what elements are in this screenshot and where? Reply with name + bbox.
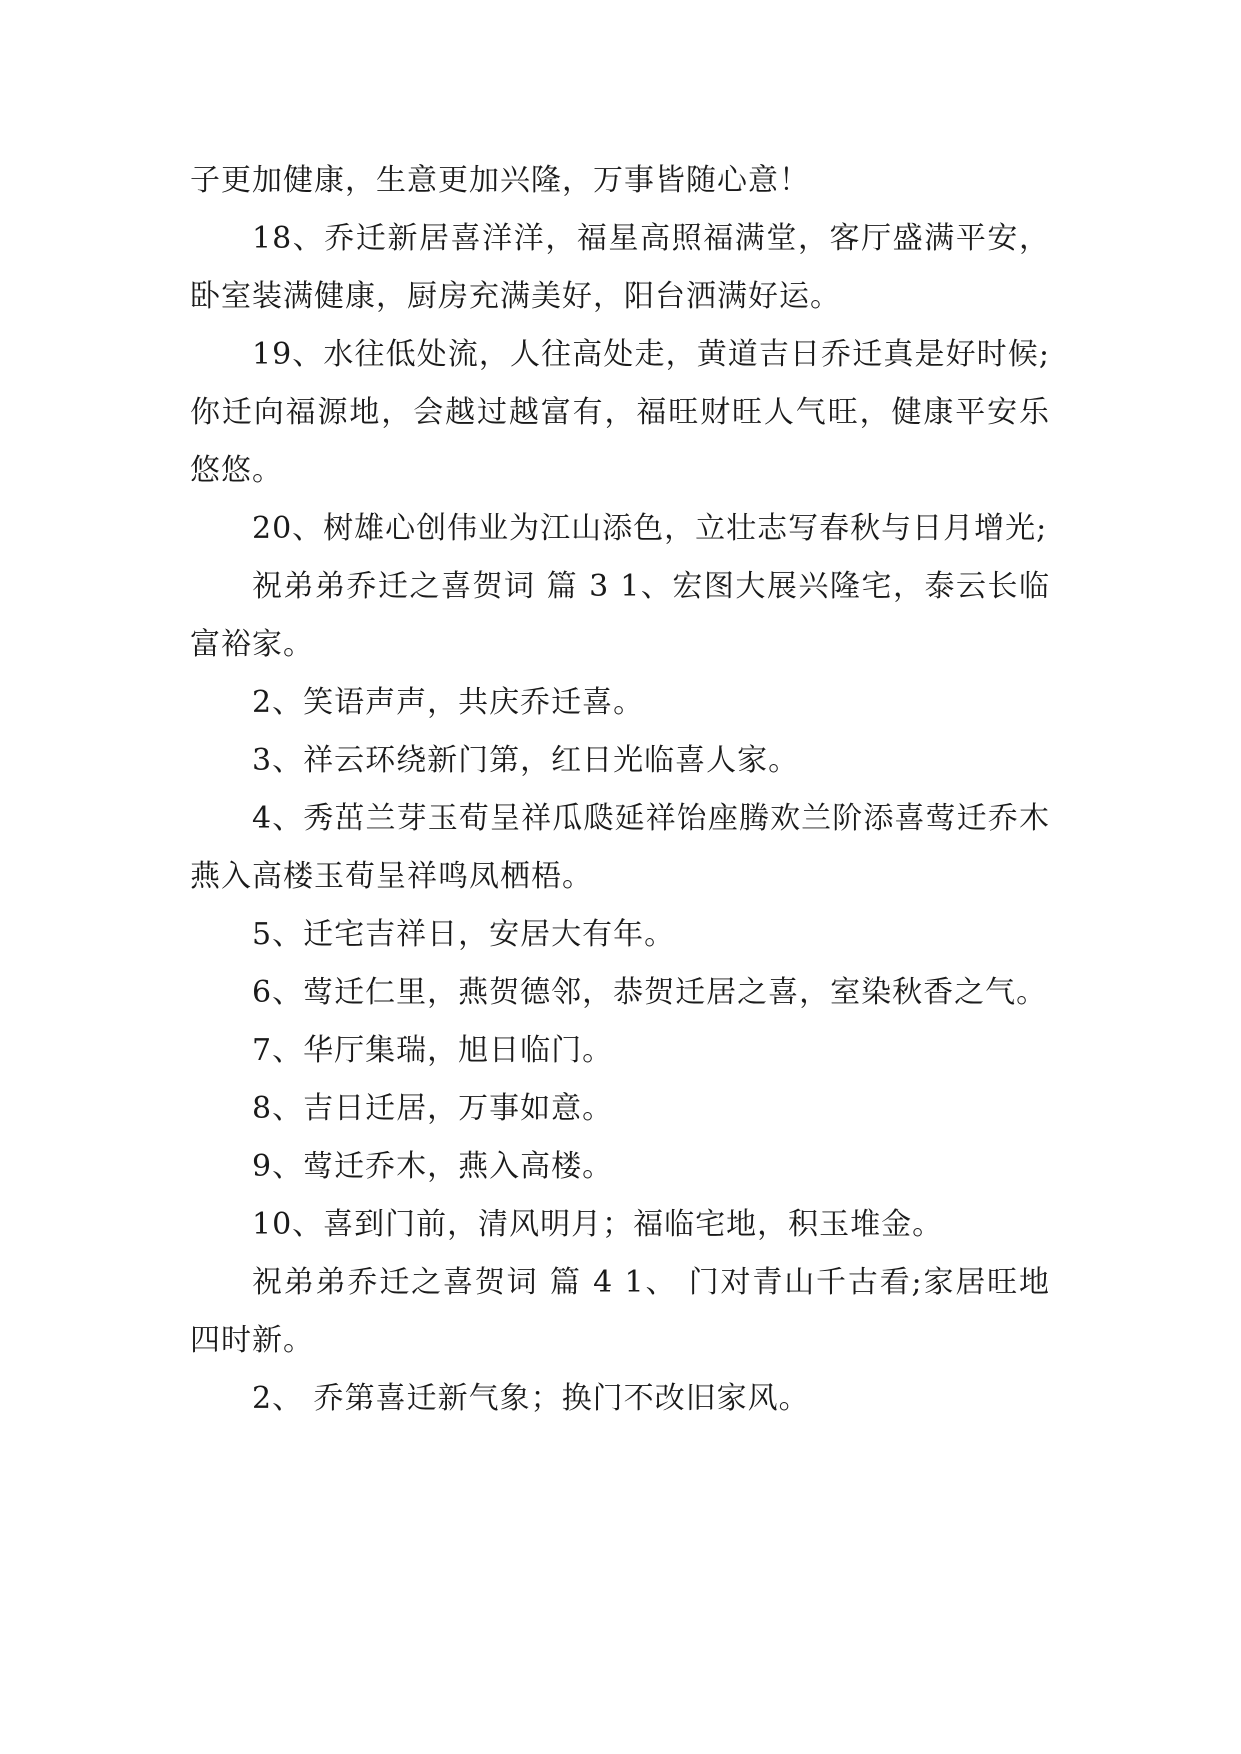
paragraph-item-7: 7、华厅集瑞，旭日临门。 xyxy=(252,1033,614,1068)
section-heading-part-4: 祝弟弟乔迁之喜贺词 篇 4 1、 门对青山千古看;家居旺地四时新。 xyxy=(190,1265,1050,1358)
paragraph-item-20: 20、树雄心创伟业为江山添色，立壮志写春秋与日月增光; xyxy=(252,511,1048,546)
paragraph-item-19: 19、水往低处流，人往高处走，黄道吉日乔迁真是好时候;你迁向福源地，会越过越富有，福旺财旺人气旺，健康平安乐悠悠。 xyxy=(190,337,1050,488)
paragraph-item-8: 8、吉日迁居，万事如意。 xyxy=(252,1091,614,1126)
paragraph-item-2-part-4: 2、 乔第喜迁新气象；换门不改旧家风。 xyxy=(252,1381,810,1416)
paragraph-item-3: 3、祥云环绕新门第，红日光临喜人家。 xyxy=(252,743,800,778)
paragraph-item-5: 5、迁宅吉祥日，安居大有年。 xyxy=(252,917,676,952)
paragraph-item-10: 10、喜到门前，清风明月；福临宅地，积玉堆金。 xyxy=(252,1207,944,1242)
paragraph-item-4: 4、秀茁兰芽玉荀呈祥瓜瓞延祥饴座腾欢兰阶添喜莺迁乔木燕入高楼玉荀呈祥鸣凤栖梧。 xyxy=(190,801,1050,894)
paragraph-item-9: 9、莺迁乔木，燕入高楼。 xyxy=(252,1149,614,1184)
section-heading-part-3: 祝弟弟乔迁之喜贺词 篇 3 1、宏图大展兴隆宅，泰云长临富裕家。 xyxy=(190,569,1050,662)
paragraph-item-6: 6、莺迁仁里，燕贺德邻，恭贺迁居之喜，室染秋香之气。 xyxy=(252,975,1048,1010)
paragraph-item-2: 2、笑语声声，共庆乔迁喜。 xyxy=(252,685,645,720)
paragraph-item-18: 18、乔迁新居喜洋洋，福星高照福满堂，客厅盛满平安，卧室装满健康，厨房充满美好，阳台洒满好运。 xyxy=(190,221,1050,314)
document-body xyxy=(190,152,1050,1428)
paragraph-continuation: 子更加健康，生意更加兴隆，万事皆随心意！ xyxy=(190,163,810,198)
